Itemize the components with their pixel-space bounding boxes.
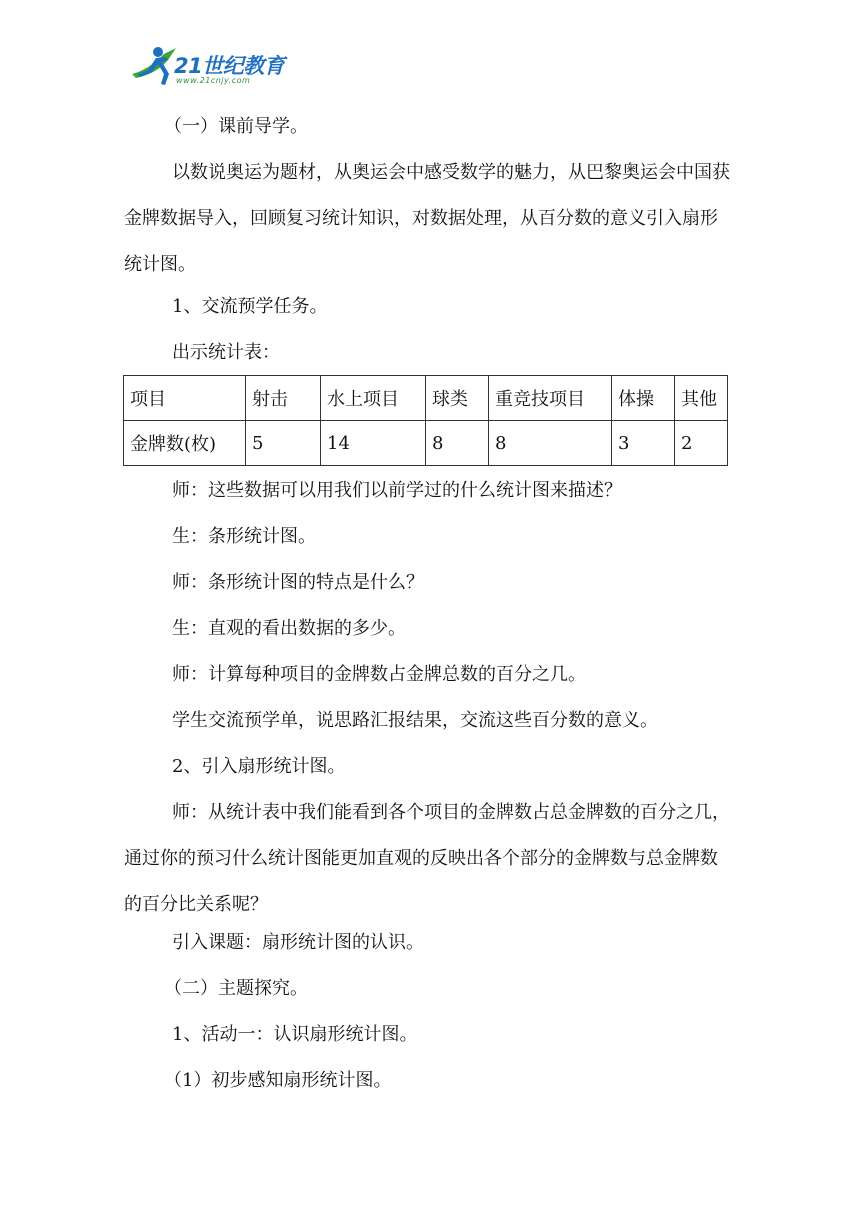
table-caption: 出示统计表： xyxy=(172,342,280,363)
table-cell: 其他 xyxy=(675,376,728,421)
table-cell: 2 xyxy=(675,421,728,466)
table-cell: 3 xyxy=(612,421,675,466)
section-heading-1: （一）课前导学。 xyxy=(164,116,308,137)
activity-heading-1: 1、活动一：认识扇形统计图。 xyxy=(172,1024,418,1045)
table-cell: 8 xyxy=(426,421,489,466)
table-cell: 体操 xyxy=(612,376,675,421)
teacher-instruction: 师：计算每种项目的金牌数占金牌总数的百分之几。 xyxy=(172,664,586,685)
table-cell: 重竞技项目 xyxy=(489,376,612,421)
table-cell: 14 xyxy=(321,421,426,466)
gold-medal-table xyxy=(123,375,728,466)
lesson-topic: 引入课题：扇形统计图的认识。 xyxy=(172,932,424,953)
student-activity: 学生交流预学单，说思路汇报结果，交流这些百分数的意义。 xyxy=(172,710,658,731)
logo-url: www.21cnjy.com xyxy=(176,76,251,85)
runner-icon xyxy=(128,44,180,90)
student-answer-2: 生：直观的看出数据的多少。 xyxy=(172,618,406,639)
table-cell: 水上项目 xyxy=(321,376,426,421)
table-row xyxy=(124,421,728,466)
intro-paragraph: 以数说奥运为题材，从奥运会中感受数学的魅力，从巴黎奥运会中国获金牌数据导入，回顾复习统计知识，对数据处理，从百分数的意义引入扇形统计图。 xyxy=(124,162,730,275)
table-cell: 球类 xyxy=(426,376,489,421)
table-cell: 项目 xyxy=(124,376,246,421)
student-answer-1: 生：条形统计图。 xyxy=(172,526,316,547)
step-heading-1: 1、交流预学任务。 xyxy=(172,296,328,317)
teacher-question-3: 师：从统计表中我们能看到各个项目的金牌数占总金牌数的百分之几，通过你的预习什么统计图能更加直观的反映出各个部分的金牌数与总金牌数的百分比关系呢？ xyxy=(124,802,730,915)
step-heading-2: 2、引入扇形统计图。 xyxy=(172,756,346,777)
sub-step-heading-1: （1）初步感知扇形统计图。 xyxy=(164,1070,392,1091)
logo-text: 21世纪教育 xyxy=(174,54,285,78)
table-cell: 8 xyxy=(489,421,612,466)
teacher-question-2: 师：条形统计图的特点是什么？ xyxy=(172,572,424,593)
teacher-question-1: 师：这些数据可以用我们以前学过的什么统计图来描述？ xyxy=(172,480,622,501)
table-header-row xyxy=(124,376,728,421)
logo xyxy=(128,44,298,92)
table-cell: 5 xyxy=(246,421,321,466)
section-heading-2: （二）主题探究。 xyxy=(164,978,308,999)
table-cell: 金牌数(枚) xyxy=(124,421,246,466)
table-cell: 射击 xyxy=(246,376,321,421)
